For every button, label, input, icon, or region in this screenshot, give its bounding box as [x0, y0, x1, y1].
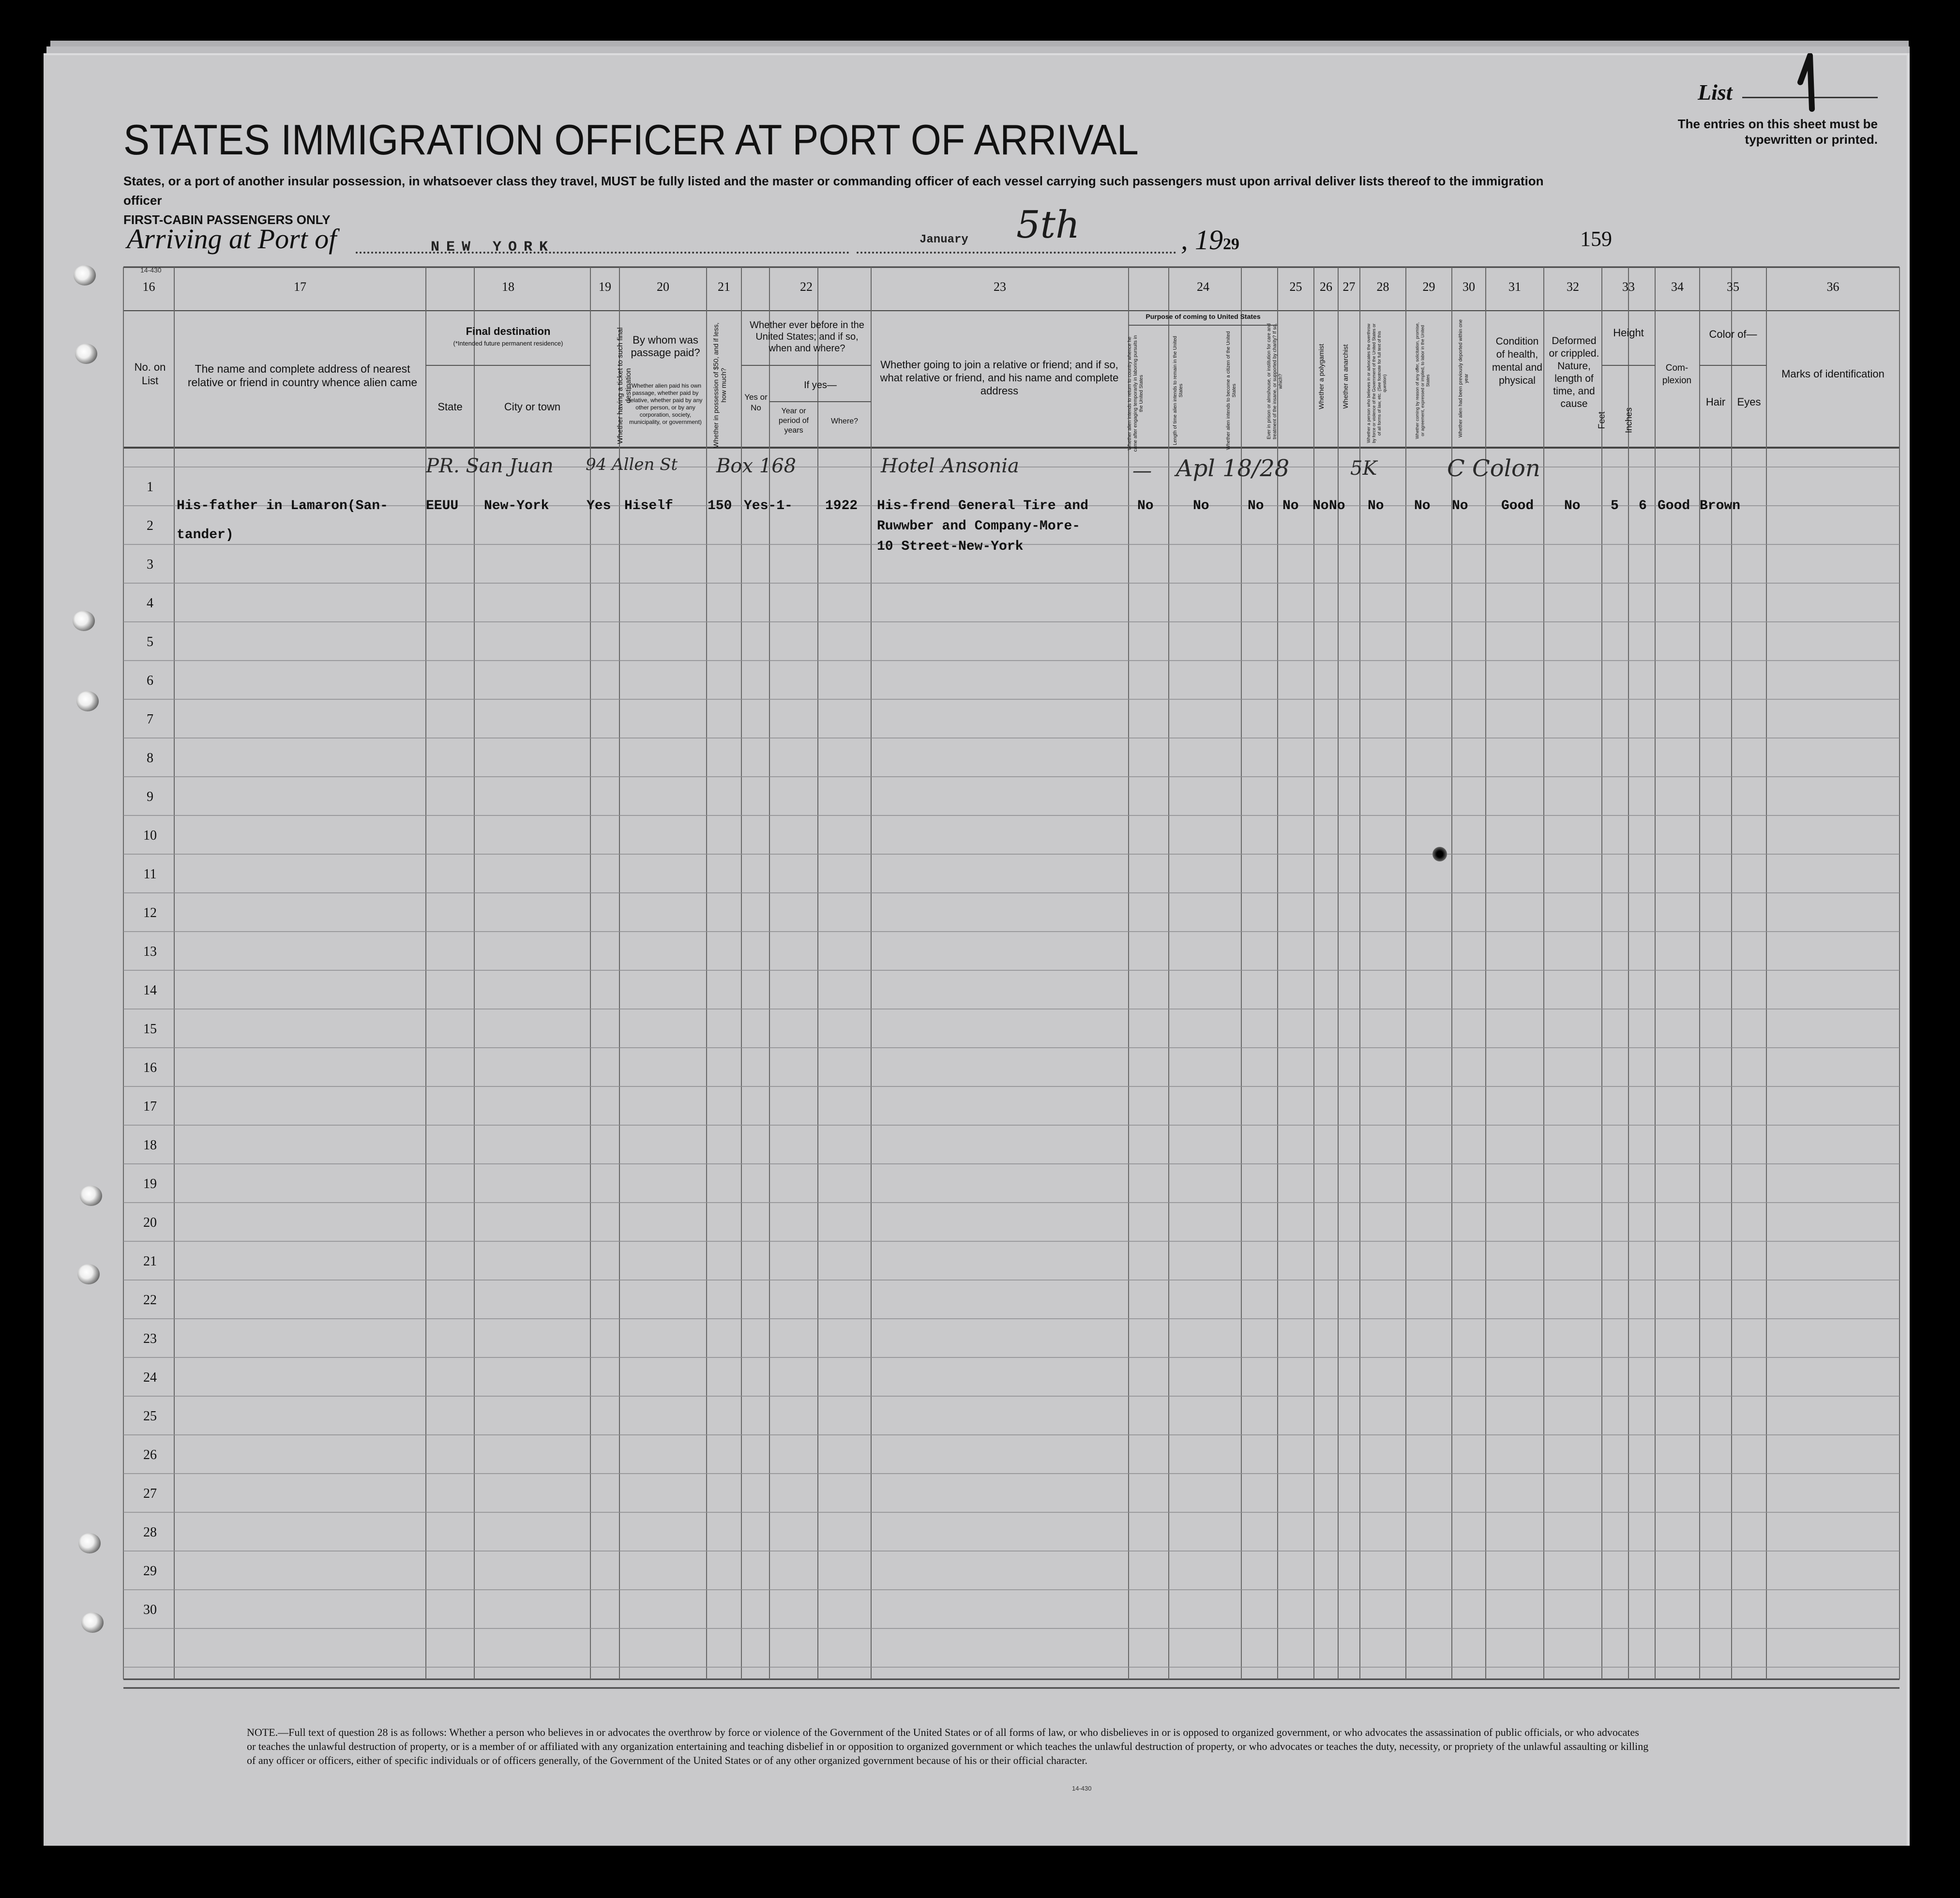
row-number: 26	[143, 1447, 157, 1462]
hdr-deformed: Deformed or crippled. Nature, length of time, and cause	[1549, 335, 1599, 409]
arriving-label: Arriving at Port of	[127, 223, 337, 255]
annot-box: Box 168	[716, 455, 797, 477]
column-number: 22	[800, 280, 813, 294]
row-number: 15	[143, 1022, 157, 1037]
cell-relative-2: tander)	[177, 527, 234, 542]
hdr-anarchist: Whether an anarchist	[1342, 344, 1349, 409]
row-number: 27	[143, 1486, 157, 1501]
cell-deformed: No	[1564, 498, 1581, 513]
hdr-if-yes: If yes—	[804, 380, 837, 391]
cell-join-3: 10 Street-New-York	[877, 539, 1024, 554]
cell-relative-1: His-father in Lamaron(San-	[177, 498, 388, 513]
cell-join-2: Ruwwber and Company-More-	[877, 519, 1081, 534]
annot-destination: PR. San Juan	[426, 455, 554, 477]
hdr-color: Color of—	[1709, 328, 1757, 340]
annot-hotel: Hotel Ansonia	[881, 455, 1019, 477]
hdr-complexion: Com-plexion	[1662, 363, 1692, 386]
annot-dash: —	[1132, 460, 1152, 482]
cell-citizen: No	[1248, 498, 1264, 513]
punch-hole	[76, 691, 99, 711]
punch-hole	[73, 611, 95, 631]
cell-join-1: His-frend General Tire and	[877, 498, 1088, 513]
column-number: 19	[599, 280, 611, 294]
cell-overthrow: No	[1368, 498, 1384, 513]
row-number: 6	[147, 673, 153, 688]
column-number: 16	[142, 280, 155, 294]
hdr-ticket: Whether having a ticket to such final destination	[616, 327, 633, 444]
entries-note: The entries on this sheet must be typewritten or printed.	[1677, 117, 1878, 147]
column-number: 24	[1197, 280, 1209, 294]
year-prefix: , 19	[1181, 224, 1223, 256]
cell-before-year: 1922	[825, 498, 858, 513]
hdr-where: Where?	[830, 417, 859, 425]
row-number: 5	[147, 634, 153, 649]
row-number: 12	[143, 905, 157, 920]
column-number: 35	[1727, 280, 1739, 294]
footnote-form-number: 14-430	[1072, 1785, 1092, 1792]
row-number: 30	[143, 1602, 157, 1617]
row-number: 4	[147, 596, 153, 611]
row-number: 24	[143, 1370, 157, 1385]
punch-hole	[74, 265, 96, 286]
cell-offer: No	[1414, 498, 1431, 513]
hdr-overthrow: Whether a person who believes in or advocates the overthrow by force or violence of the Government of the United States or of all forms of law, etc. (See footnote for full text of this question)	[1366, 323, 1387, 443]
column-number: 17	[294, 280, 306, 294]
column-number: 23	[994, 280, 1006, 294]
row-number: 8	[147, 751, 153, 766]
column-number: 33	[1622, 280, 1635, 294]
hdr-nearest-relative: The name and complete address of nearest relative or friend in country whence alien came	[187, 362, 418, 389]
day-handwritten: 5th	[1016, 203, 1080, 247]
hdr-ever-before: Whether ever before in the United States; and if so, when and where?	[750, 320, 864, 354]
hdr-eyes: Eyes	[1737, 396, 1761, 408]
column-number: 30	[1462, 280, 1475, 294]
column-number: 32	[1567, 280, 1579, 294]
cell-inches: 6	[1639, 498, 1647, 513]
column-number: 31	[1508, 280, 1521, 294]
annot-date: Apl 18/28	[1176, 455, 1290, 482]
cell-ticket: Yes	[587, 498, 611, 513]
list-label: List	[1698, 80, 1733, 105]
row-number: 21	[143, 1254, 157, 1269]
row-number: 29	[143, 1564, 157, 1579]
row-number: 2	[147, 518, 153, 533]
row-number: 18	[143, 1138, 157, 1153]
row-number: 13	[143, 944, 157, 959]
hdr-no-on-list: No. on List	[134, 361, 166, 387]
row-number: 22	[143, 1293, 157, 1308]
cell-paid-by: Hiself	[624, 498, 673, 513]
hdr-purpose-length: Length of time alien intends to remain in the United States	[1173, 336, 1184, 445]
hdr-passage-paid-sub: (Whether alien paid his own passage, whether paid by relative, whether paid by any other person, or by any corporation, society, municipality, or government)	[628, 382, 703, 425]
cell-length: No	[1193, 498, 1209, 513]
cell-feet: 5	[1611, 498, 1619, 513]
row-number: 9	[147, 789, 153, 804]
hdr-feet: Feet	[1597, 411, 1607, 429]
column-number: 18	[502, 280, 514, 294]
punch-hole	[78, 1533, 101, 1553]
column-number: 36	[1826, 280, 1839, 294]
row-number: 23	[143, 1331, 157, 1346]
column-number: 34	[1671, 280, 1684, 294]
hdr-final-destination: Final destination	[466, 325, 551, 337]
hdr-period: Year or period of years	[778, 407, 809, 435]
punch-hole	[80, 1186, 102, 1206]
page-number: 159	[1580, 227, 1612, 251]
annot-colon: C Colon	[1447, 455, 1540, 482]
cell-complexion: Good	[1658, 498, 1690, 513]
punch-hole	[77, 1264, 100, 1284]
form-number: 14-430	[140, 266, 162, 274]
punch-hole	[75, 344, 97, 364]
hdr-polygamist: Whether a polygamist	[1317, 344, 1325, 409]
cell-state: EEUU	[426, 498, 459, 513]
hdr-city: City or town	[504, 401, 561, 413]
hdr-marks: Marks of identification	[1781, 368, 1885, 380]
hdr-purpose: Purpose of coming to United States	[1146, 313, 1261, 320]
cell-city: New-York	[484, 498, 549, 513]
hdr-state: State	[437, 401, 463, 413]
column-number: 25	[1289, 280, 1302, 294]
hdr-hair: Hair	[1705, 396, 1726, 408]
hdr-inches: Inches	[1624, 407, 1634, 434]
port-value: NEW YORK	[431, 239, 555, 256]
row-number: 7	[147, 712, 153, 727]
instruction-line: States, or a port of another insular possession, in whatsoever class they travel, MUST be fully listed and the master or commanding officer of each vessel carrying such passengers must upon arrival deliver lists thereof to the immigration officer	[123, 174, 1544, 208]
hdr-final-destination-sub: (*Intended future permanent residence)	[453, 340, 563, 347]
row-number: 1	[147, 480, 153, 495]
column-number: 26	[1320, 280, 1332, 294]
row-number: 20	[143, 1215, 157, 1230]
punch-hole	[81, 1612, 104, 1633]
cell-return: No	[1137, 498, 1154, 513]
column-number: 21	[718, 280, 730, 294]
column-number: 20	[657, 280, 669, 294]
hdr-passage-paid: By whom was passage paid?	[631, 334, 700, 359]
row-number: 25	[143, 1409, 157, 1424]
page-title: STATES IMMIGRATION OFFICER AT PORT OF ARRIVAL	[123, 116, 1139, 164]
row-number: 17	[143, 1099, 157, 1114]
row-number: 16	[143, 1060, 157, 1075]
hdr-prison: Ever in prison or almshouse, or institution for care and treatment of the insane, or supported by charity? If so, which?	[1266, 323, 1283, 439]
month-value: January	[920, 233, 968, 246]
hdr-purpose-citizen: Whether alien intends to become a citizen of the United States	[1226, 331, 1237, 450]
hdr-fifty-dollars: Whether in possession of $50, and if less, how much?	[712, 322, 727, 448]
hdr-offer: Whether coming by reason of any offer, solicitation, promise, or agreement, expressed or implied, to labor in the United States	[1415, 322, 1431, 439]
row-number: 10	[143, 828, 157, 843]
cell-anarchist: No	[1329, 498, 1345, 513]
cell-health: Good	[1501, 498, 1534, 513]
column-number: 28	[1376, 280, 1389, 294]
column-number: 29	[1422, 280, 1435, 294]
row-number: 19	[143, 1176, 157, 1191]
hdr-join-relative: Whether going to join a relative or friend; and if so, what relative or friend, and his name and complete address	[880, 359, 1119, 397]
year-suffix: 29	[1223, 235, 1239, 253]
hdr-health: Condition of health, mental and physical	[1492, 336, 1542, 386]
row-number: 28	[143, 1525, 157, 1540]
footnote: NOTE.—Full text of question 28 is as follows: Whether a person who believes in or advocates the overthrow by force or violence of the Government of the United States or of all forms of law, or who disbelieves in or is opposed to organized government, or who advocates the assassination of public officials, or who advocates or teaches the unlawful destruction of property, or is a member of or affiliated with any organization entertaining and teaching disbelief in or opposition to organized government or which teaches the unlawful destruction of property, or who advocates or teaches the duty, necessity, or propriety of the unlawful assaulting or killing of any officer or officers, either of specific individuals or of officers generally, of the Government of the United States or of any other organized government because of his or their official character.	[247, 1726, 1649, 1766]
cell-prison: No	[1282, 498, 1299, 513]
cell-hair: Brown	[1700, 498, 1741, 513]
hdr-deported: Whether alien had been previously deported within one year	[1458, 319, 1469, 438]
row-number: 14	[143, 983, 157, 998]
class-note: FIRST-CABIN PASSENGERS ONLY	[123, 212, 331, 227]
ink-spot	[1432, 847, 1447, 861]
hdr-purpose-return: Whether alien intends to return to country whence he came after engaging temporarily in laboring pursuits in the United States	[1127, 335, 1144, 452]
row-number: 3	[147, 557, 153, 572]
hdr-height: Height	[1613, 327, 1644, 339]
annot-address: 94 Allen St	[586, 455, 678, 474]
hdr-yes-no: Yes or No	[744, 392, 768, 412]
cell-money: 150	[708, 498, 732, 513]
row-number: 11	[143, 867, 157, 882]
cell-polygamist: No	[1312, 498, 1329, 513]
annot-mark: 5K	[1350, 457, 1377, 480]
cell-before-yes: Yes-1-	[744, 498, 793, 513]
cell-deported: No	[1452, 498, 1468, 513]
column-number: 27	[1342, 280, 1356, 294]
